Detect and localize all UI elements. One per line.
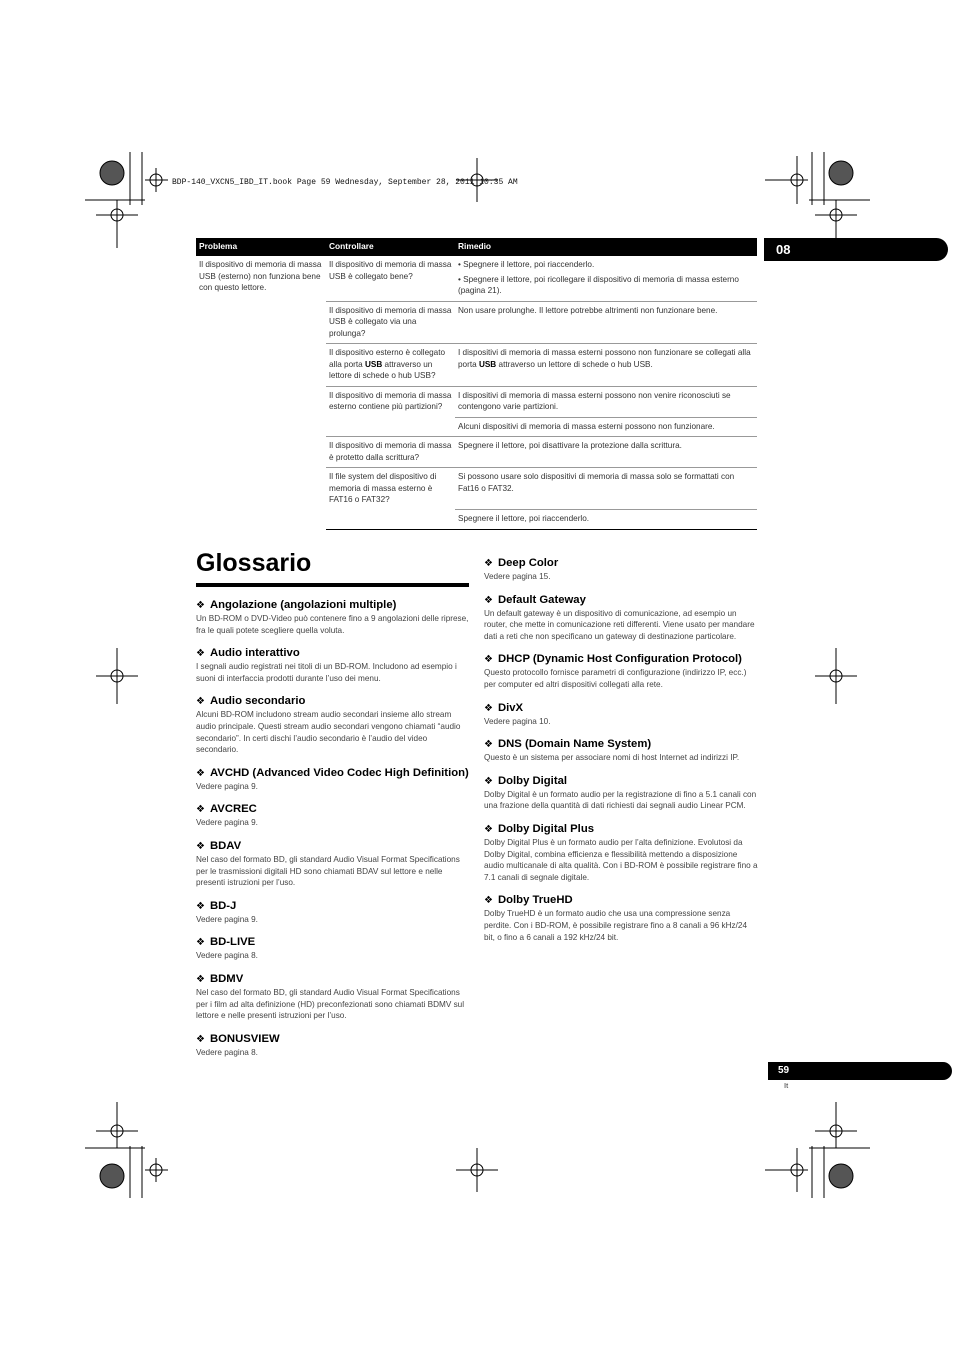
check-cell	[326, 417, 455, 437]
glossary-entry	[484, 822, 758, 883]
glossary-definition: Questo è un sistema per associare nomi di host Internet ad indirizzi IP.	[484, 753, 740, 763]
glossary-entry	[196, 646, 470, 684]
diamond-bullet-icon: ❖	[484, 594, 493, 606]
troubleshooting-table	[196, 238, 757, 530]
diamond-bullet-icon: ❖	[484, 895, 493, 907]
glossary-term: Dolby TrueHD	[497, 894, 573, 907]
glossary-entry	[196, 899, 470, 926]
diamond-bullet-icon: ❖	[484, 558, 493, 569]
remedy-item: • Spegnere il lettore, poi riaccenderlo.	[458, 260, 595, 269]
glossary-definition: I segnali audio registrati nei titoli di un BD-ROM. Includono ad esempio i suoni di interfaccia prodotti durante l’uso dei menu.	[196, 662, 457, 683]
glossary-definition: Vedere pagina 10.	[484, 716, 551, 726]
glossary-definition: Nel caso del formato BD, gli standard Audio Visual Format Specifications per i film ad alta definizione (HD) preconfezionati sono chiamati BDMV sul lettore e nelle presenti istruzioni per l’uso.	[196, 987, 465, 1021]
remedy-cell: I dispositivi di memoria di massa esterni possono non venire riconosciuti se contengono varie partizioni.	[455, 386, 757, 417]
glossary-term: DHCP (Dynamic Host Configuration Protocol)	[497, 653, 742, 666]
diamond-bullet-icon: ❖	[196, 600, 205, 611]
glossary-term: Angolazione (angolazioni multiple)	[209, 599, 397, 611]
glossary-entry	[484, 893, 758, 943]
diamond-bullet-icon: ❖	[484, 654, 493, 666]
glossary-term: Audio interattivo	[209, 647, 300, 660]
glossary-entry	[196, 802, 470, 829]
glossary-term: BD-LIVE	[209, 936, 256, 949]
check-cell: Il dispositivo di memoria di massa è protetto dalla scrittura?	[326, 437, 455, 468]
remedy-cell: Spegnere il lettore, poi disattivare la protezione dalla scrittura.	[455, 437, 757, 468]
diamond-bullet-icon: ❖	[484, 775, 493, 787]
glossary-definition: Dolby Digital è un formato audio per la registrazione di fino a 5.1 canali con una frazione della quantità di dati richiesti dai segnali audio Linear PCM.	[484, 789, 757, 811]
remedy-cell: I dispositivi di memoria di massa esterni possono non funzionare se collegati alla porta USB attraverso un lettore di schede o hub USB.	[455, 344, 757, 387]
glossary-term: BD-J	[209, 899, 237, 912]
diamond-bullet-icon: ❖	[196, 767, 205, 779]
diamond-bullet-icon: ❖	[196, 937, 205, 949]
diamond-bullet-icon: ❖	[196, 840, 205, 852]
check-cell: Il dispositivo di memoria di massa esterno contiene più partizioni?	[329, 390, 452, 411]
glossary-definition: Vedere pagina 8.	[196, 1047, 258, 1057]
glossary-term: AVCHD (Advanced Video Codec High Definition)	[209, 766, 469, 779]
remedy-cell: Non usare prolunghe. Il lettore potrebbe altrimenti non funzionare bene.	[455, 301, 757, 344]
diamond-bullet-icon: ❖	[484, 702, 493, 714]
remedy-item: • Spegnere il lettore, poi ricollegare il dispositivo di memoria di massa esterno (pagina 21).	[458, 274, 739, 295]
glossary-definition: Vedere pagina 9.	[196, 818, 258, 828]
glossary-entry	[484, 593, 758, 643]
glossary-entry	[196, 972, 470, 1022]
header-remedy: Rimedio	[455, 238, 757, 256]
glossary-left-column	[196, 598, 470, 1068]
glossary-entry	[484, 556, 758, 583]
table-header-row	[196, 238, 757, 256]
diamond-bullet-icon: ❖	[196, 804, 205, 816]
glossary-definition: Alcuni BD-ROM includono stream audio secondari insieme allo stream audio principale. Questi stream audio secondari vengono chiamati “audio secondario”. In certi dischi l’audio secondario è l’audio del video secondario.	[196, 710, 461, 755]
check-cell	[326, 510, 455, 530]
glossary-entry	[196, 598, 470, 636]
glossary-entry	[196, 935, 470, 962]
print-header: BDP-140_VXCN5_IBD_IT.book Page 59 Wednesday, September 28, 2011 10:35 AM	[172, 178, 518, 187]
glossary-term: Deep Color	[497, 557, 559, 569]
glossary-term: BDAV	[209, 839, 242, 852]
page-number: 59	[768, 1062, 952, 1080]
glossary-entry	[196, 766, 470, 793]
glossary-entry	[484, 774, 758, 812]
glossary-entry	[484, 701, 758, 728]
glossary-definition: Vedere pagina 9.	[196, 781, 258, 791]
check-cell: Il dispositivo di memoria di massa USB è collegato via una prolunga?	[326, 301, 455, 344]
glossary-definition: Questo protocollo fornisce parametri di configurazione (indirizzo IP, ecc.) per computer ed altri dispositivi collegati alla rete.	[484, 668, 747, 689]
glossary-definition: Nel caso del formato BD, gli standard Audio Visual Format Specifications per le trasmissioni digitali HD sono chiamati BDAV sul lettore e nelle presenti istruzioni per l’uso.	[196, 854, 460, 888]
glossary-term: Dolby Digital Plus	[497, 822, 595, 835]
remedy-cell: Si possono usare solo dispositivi di memoria di massa solo se formattati con Fat16 o FAT32.	[455, 468, 757, 510]
diamond-bullet-icon: ❖	[196, 900, 205, 912]
glossary-term: AVCREC	[209, 803, 257, 816]
glossary-entry	[196, 694, 470, 755]
glossary-right-column	[484, 556, 758, 953]
language-code: It	[784, 1081, 789, 1090]
glossary-term: BDMV	[209, 972, 244, 985]
glossary-definition: Un BD-ROM o DVD-Video può contenere fino a 9 angolazioni delle riprese, fra le quali potete scegliere quella voluta.	[196, 614, 469, 635]
glossary-definition: Vedere pagina 15.	[484, 572, 551, 581]
glossary-term: Default Gateway	[497, 593, 586, 606]
check-cell: Il file system del dispositivo di memoria di massa esterno è FAT16 o FAT32?	[329, 472, 437, 504]
glossary-definition: Dolby TrueHD è un formato audio che usa una compressione senza perdite. Con i BD-ROM, è possibile registrare fino a 8 canali a 96 kHz/24 bit, o fino a 6 canali a 192 kHz/24 bit.	[484, 909, 748, 942]
glossary-entry	[484, 737, 758, 764]
glossary-definition: Vedere pagina 8.	[196, 951, 258, 961]
header-check: Controllare	[326, 238, 455, 256]
remedy-cell	[455, 256, 757, 301]
glossary-definition: Un default gateway è un dispositivo di comunicazione, ad esempio un router, che mette in comunicazione reti differenti. Viene usato per mandare dati a reti che non specificano un gateway di destinazione particolare.	[484, 608, 755, 641]
glossary-term: Audio secondario	[209, 695, 306, 708]
glossary-term: BONUSVIEW	[209, 1032, 280, 1045]
check-cell: Il dispositivo esterno è collegato alla porta USB attraverso un lettore di schede o hub USB?	[326, 344, 455, 387]
glossary-term: Dolby Digital	[497, 774, 568, 787]
glossary-term: DNS (Domain Name System)	[497, 738, 652, 751]
glossary-entry	[196, 1032, 470, 1059]
check-cell: Il dispositivo di memoria di massa USB è collegato bene?	[326, 256, 455, 301]
glossary-definition: Dolby Digital Plus è un formato audio per l’alta definizione. Evolutosi da Dolby Digital, combina efficienza e flessibilità mettendo a disposizione audio multicanale di alta qualità. Con i BD-ROM è possibile registrare fino a 7.1 canali di segnale digitale.	[484, 837, 758, 882]
diamond-bullet-icon: ❖	[196, 648, 205, 660]
remedy-cell: Spegnere il lettore, poi riaccenderlo.	[455, 510, 757, 530]
diamond-bullet-icon: ❖	[196, 696, 205, 708]
problem-cell: Il dispositivo di memoria di massa USB (esterno) non funziona bene con questo lettore.	[199, 260, 322, 292]
glossary-term: DivX	[497, 701, 524, 714]
header-problem: Problema	[196, 238, 326, 256]
glossary-entry	[484, 652, 758, 690]
diamond-bullet-icon: ❖	[484, 739, 493, 751]
glossary-definition: Vedere pagina 9.	[196, 914, 258, 924]
glossary-entry	[196, 839, 470, 889]
diamond-bullet-icon: ❖	[196, 1033, 205, 1045]
diamond-bullet-icon: ❖	[484, 823, 493, 835]
chapter-tab: 08	[764, 238, 948, 261]
title-rule	[196, 583, 469, 587]
table-row	[196, 256, 757, 301]
remedy-cell: Alcuni dispositivi di memoria di massa esterni possono non funzionare.	[455, 417, 757, 437]
glossary-title: Glossario	[196, 549, 312, 577]
diamond-bullet-icon: ❖	[196, 973, 205, 985]
